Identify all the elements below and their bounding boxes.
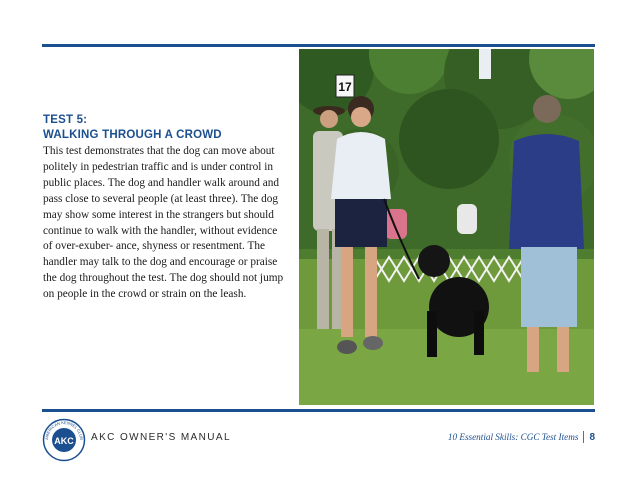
bottom-rule <box>42 409 595 412</box>
body-paragraph: This test demonstrates that the dog can move about politely in pedestrian traffic and is under control in public places. The dog and handler walk around and pass close to several people (at least three). The dog may show some interest in the strangers but should continue to walk with the handler, without evidence of over-exuber- ance, shyness or resentment. The handler may talk to the dog and encourage or praise the dog throughout the test. The dog should not jump on people in the crowd or strain on the leash. <box>43 145 284 301</box>
article-column <box>43 113 286 303</box>
photo-dog-walking-crowd <box>299 49 594 405</box>
ring-sign-number: 17 <box>338 80 352 94</box>
test-title: WALKING THROUGH A CROWD <box>43 129 222 141</box>
section-caption: 10 Essential Skills: CGC Test Items <box>447 432 579 442</box>
akc-seal-icon <box>42 418 86 462</box>
seal-center-text: AKC <box>54 436 74 446</box>
top-rule <box>42 44 595 47</box>
seal-ring-text: AMERICAN KENNEL CLUB <box>43 419 85 441</box>
test-label: TEST 5: <box>43 114 88 126</box>
footer-right <box>448 431 595 443</box>
manual-title: AKC OWNER'S MANUAL <box>91 432 231 443</box>
page-footer <box>42 418 595 466</box>
photo-illustration <box>299 49 594 405</box>
footer-divider <box>583 431 584 443</box>
page-number: 8 <box>589 431 595 443</box>
